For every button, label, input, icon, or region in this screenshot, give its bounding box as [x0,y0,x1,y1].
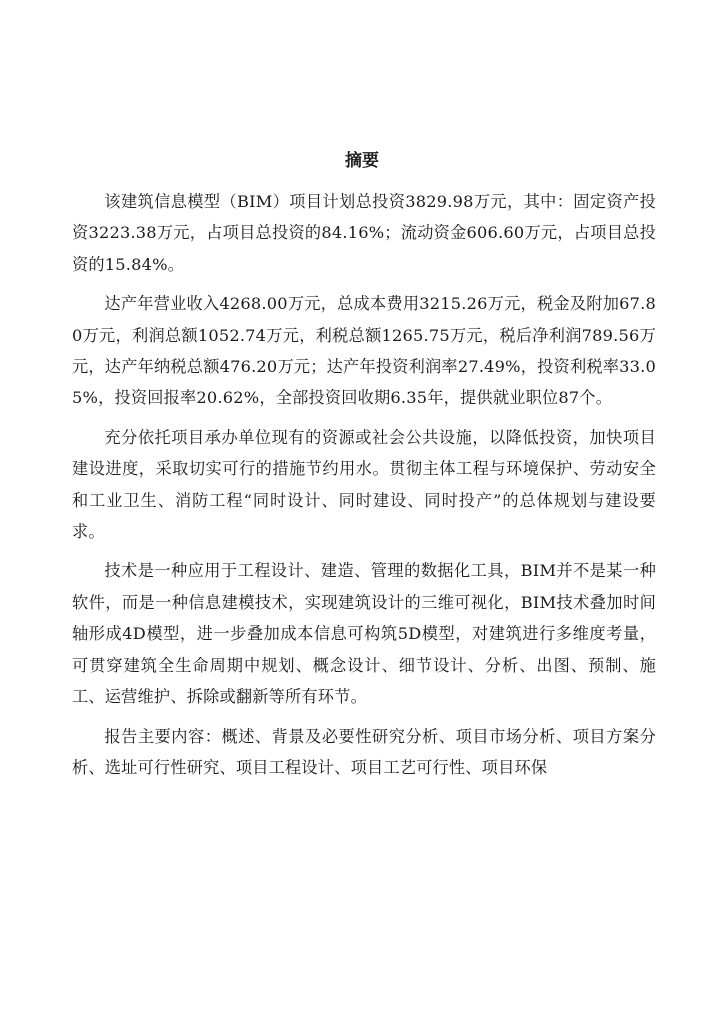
paragraph-revenue: 达产年营业收入4268.00万元，总成本费用3215.26万元，税金及附加67.80万元，利润总额1052.74万元，利税总额1265.75万元，税后净利润789.56万元，达产年纳税总额476.20万元；达产年投资利润率27.49%，投资利税率33.05%，投资回报率20.62%，全部投资回收期6.35年，提供就业职位87个。 [72,294,656,408]
paragraph-bim-technology: 技术是一种应用于工程设计、建造、管理的数据化工具，BIM并不是某一种软件，而是一种信息建模技术，实现建筑设计的三维可视化，BIM技术叠加时间轴形成4D模型，进一步叠加成本信息可构筑5D模型，对建筑进行多维度考量，可贯穿建筑全生命周期中规划、概念设计、细节设计、分析、出图、预制、施工、运营维护、拆除或翻新等所有环节。 [72,561,656,707]
paragraph-resources: 充分依托项目承办单位现有的资源或社会公共设施，以降低投资，加快项目建设进度，采取切实可行的措施节约用水。贯彻主体工程与环境保护、劳动安全和工业卫生、消防工程“同时设计、同时建设、同时投产”的总体规划与建设要求。 [72,427,656,542]
paragraph-report-contents: 报告主要内容：概述、背景及必要性研究分析、项目市场分析、项目方案分析、选址可行性研究、项目工程设计、项目工艺可行性、项目环保 [72,726,656,777]
page-title: 摘要 [345,151,379,171]
paragraph-investment: 该建筑信息模型（BIM）项目计划总投资3829.98万元，其中：固定资产投资3223.38万元，占项目总投资的84.16%；流动资金606.60万元，占项目总投资的15.84%。 [72,192,656,274]
document-body [72,186,656,783]
